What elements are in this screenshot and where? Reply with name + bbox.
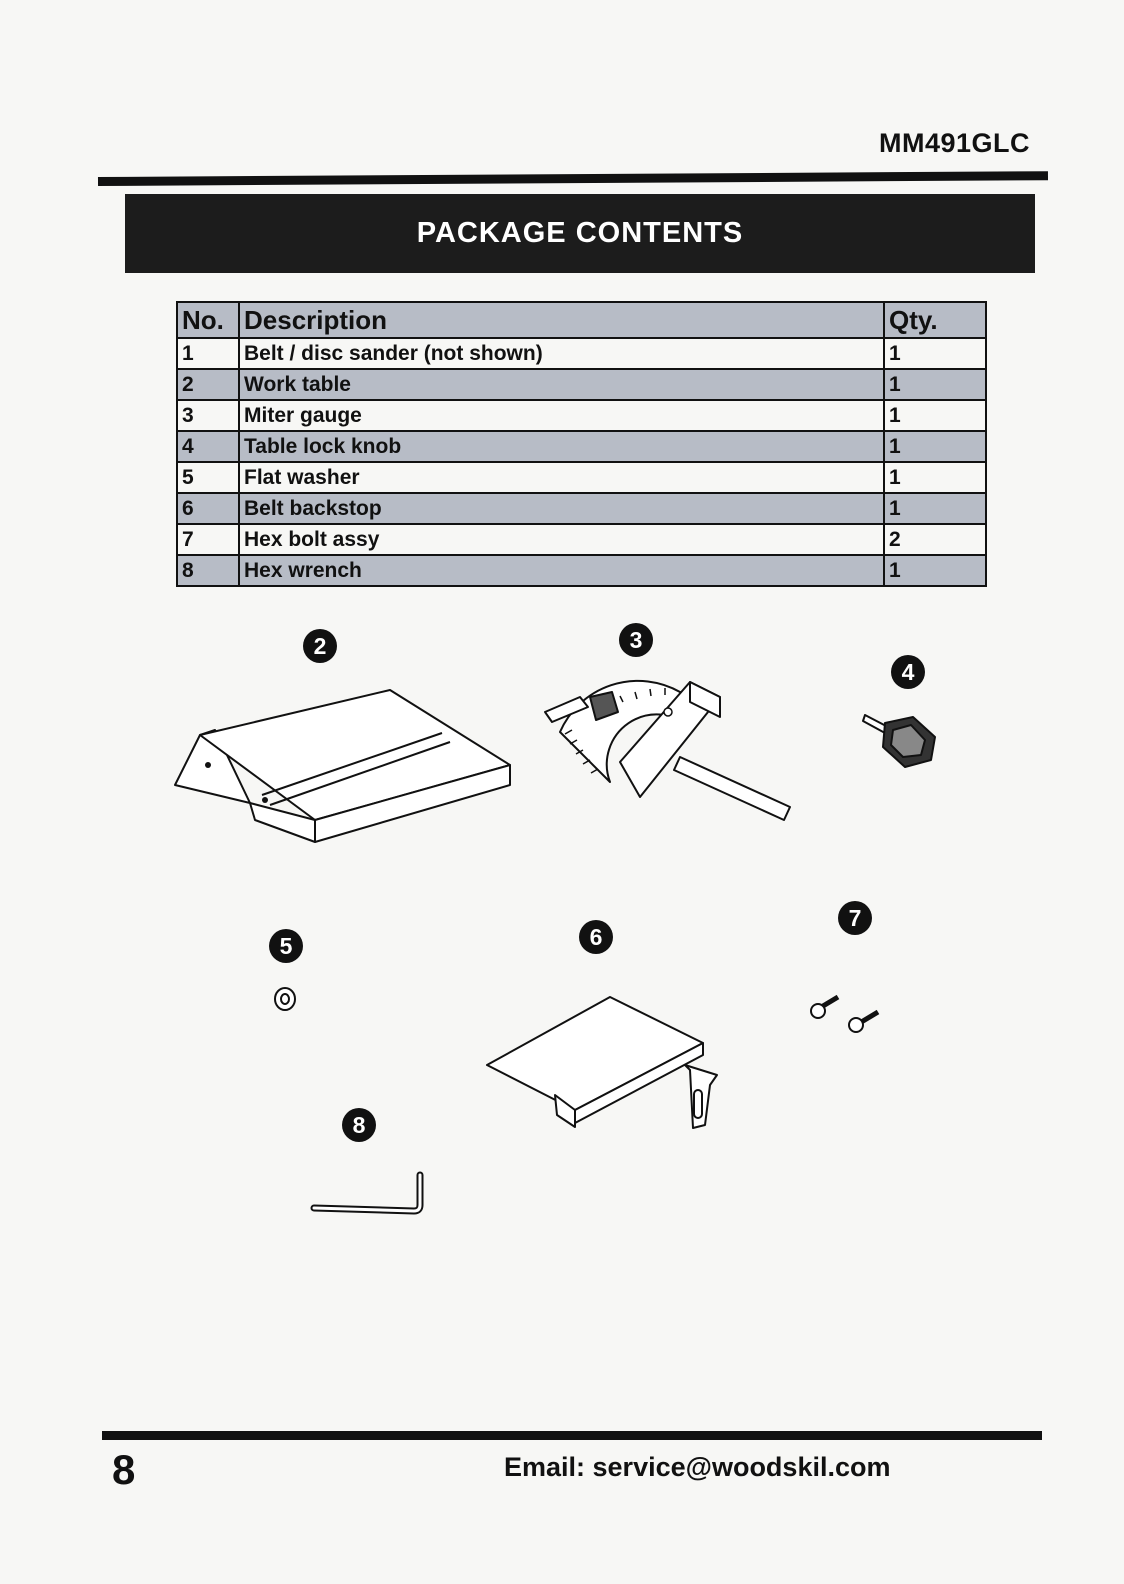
table-row bbox=[177, 338, 986, 369]
row-no: 8 bbox=[177, 555, 239, 586]
row-description: Hex wrench bbox=[239, 555, 884, 586]
row-description: Flat washer bbox=[239, 462, 884, 493]
callout-8: 8 bbox=[342, 1108, 376, 1142]
row-no: 6 bbox=[177, 493, 239, 524]
header-rule bbox=[98, 171, 1048, 186]
row-qty: 1 bbox=[884, 555, 986, 586]
row-qty: 1 bbox=[884, 338, 986, 369]
row-description: Work table bbox=[239, 369, 884, 400]
section-title: PACKAGE CONTENTS bbox=[416, 217, 744, 249]
row-qty: 1 bbox=[884, 493, 986, 524]
row-qty: 1 bbox=[884, 400, 986, 431]
work-table-illustration bbox=[170, 685, 520, 850]
header-qty: Qty. bbox=[884, 302, 986, 338]
table-header-row bbox=[177, 302, 986, 338]
callout-7: 7 bbox=[838, 901, 872, 935]
row-qty: 2 bbox=[884, 524, 986, 555]
callout-2: 2 bbox=[303, 629, 337, 663]
table-row bbox=[177, 369, 986, 400]
table-row bbox=[177, 493, 986, 524]
table-row bbox=[177, 431, 986, 462]
row-no: 4 bbox=[177, 431, 239, 462]
footer-rule bbox=[102, 1431, 1042, 1440]
row-description: Hex bolt assy bbox=[239, 524, 884, 555]
row-qty: 1 bbox=[884, 431, 986, 462]
contents-table bbox=[176, 301, 987, 587]
row-no: 3 bbox=[177, 400, 239, 431]
row-no: 2 bbox=[177, 369, 239, 400]
table-row bbox=[177, 524, 986, 555]
row-qty: 1 bbox=[884, 462, 986, 493]
header-description: Description bbox=[239, 302, 884, 338]
section-banner bbox=[125, 194, 1035, 273]
row-description: Table lock knob bbox=[239, 431, 884, 462]
page-number: 8 bbox=[112, 1446, 136, 1493]
contact-email: Email: service@woodskil.com bbox=[504, 1452, 891, 1482]
callout-3: 3 bbox=[619, 623, 653, 657]
belt-backstop-illustration bbox=[485, 995, 730, 1135]
miter-gauge-illustration bbox=[540, 672, 800, 832]
hex-wrench-illustration bbox=[310, 1170, 428, 1220]
callout-5: 5 bbox=[269, 929, 303, 963]
row-no: 5 bbox=[177, 462, 239, 493]
row-description: Belt backstop bbox=[239, 493, 884, 524]
table-row bbox=[177, 400, 986, 431]
hex-bolt-illustration bbox=[808, 994, 883, 1034]
table-row bbox=[177, 555, 986, 586]
row-description: Miter gauge bbox=[239, 400, 884, 431]
model-number: MM491GLC bbox=[878, 128, 1030, 158]
flat-washer-illustration bbox=[272, 986, 298, 1012]
row-no: 7 bbox=[177, 524, 239, 555]
lock-knob-illustration bbox=[863, 705, 943, 775]
table-row bbox=[177, 462, 986, 493]
callout-6: 6 bbox=[579, 920, 613, 954]
row-qty: 1 bbox=[884, 369, 986, 400]
callout-4: 4 bbox=[891, 655, 925, 689]
row-no: 1 bbox=[177, 338, 239, 369]
row-description: Belt / disc sander (not shown) bbox=[239, 338, 884, 369]
header-no: No. bbox=[177, 302, 239, 338]
